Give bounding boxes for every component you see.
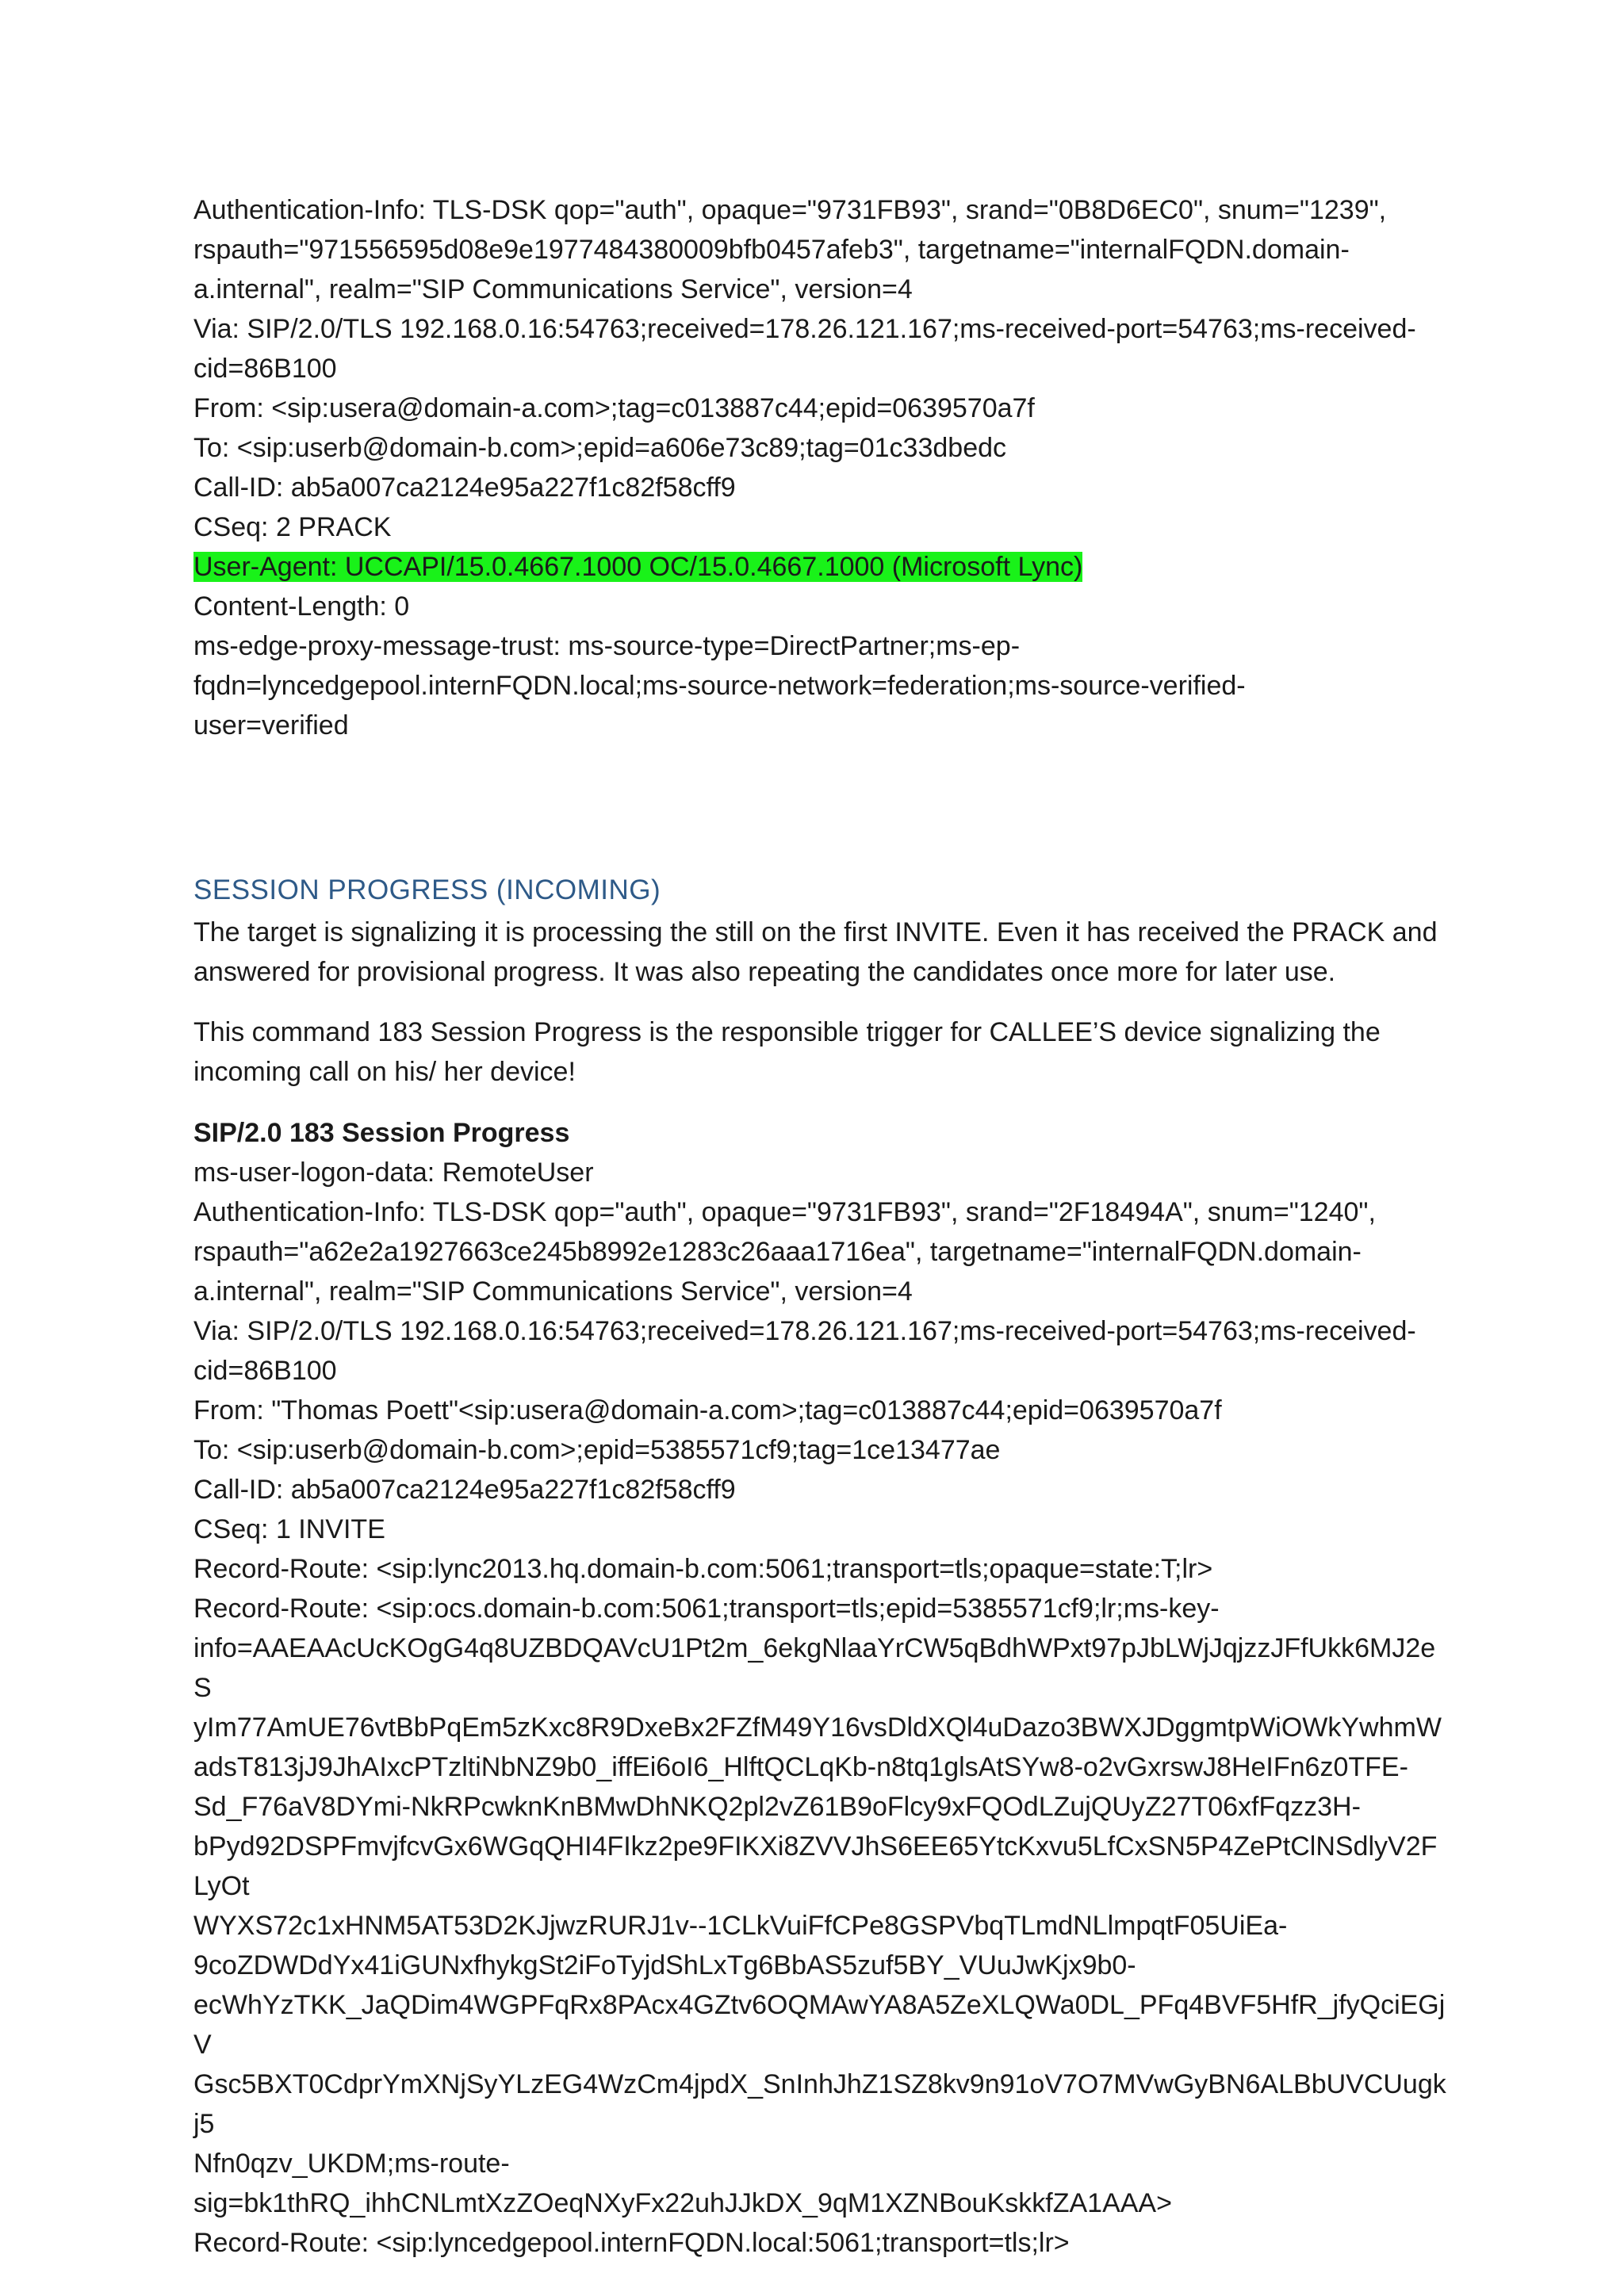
header-line: Authentication-Info: TLS-DSK qop="auth", opaque="9731FB93", srand="2F18494A", snum="1240", (193, 1197, 1376, 1227)
header-line: WYXS72c1xHNM5AT53D2KJjwzRURJ1v--1CLkVuiFfCPe8GSPVbqTLmdNLlmpqtF05UiEa- (193, 1911, 1288, 1941)
header-line: CSeq: 2 PRACK (193, 512, 392, 542)
header-line: a.internal", realm="SIP Communications Service", version=4 (193, 1276, 913, 1307)
header-line: From: <sip:usera@domain-a.com>;tag=c013887c44;epid=0639570a7f (193, 393, 1035, 423)
header-line: Sd_F76aV8DYmi-NkRPcwknKnBMwDhNKQ2pl2vZ61B9oFlcy9xFQOdLZujQUyZ27T06xfFqzz3H- (193, 1792, 1361, 1822)
header-line: To: <sip:userb@domain-b.com>;epid=a606e73c89;tag=01c33dbedc (193, 433, 1007, 463)
paragraph: The target is signalizing it is processing the still on the first INVITE. Even it has received the PRACK and answered for provisional progress. It was also repeating the candidates once more for later use. (193, 917, 1438, 987)
header-line: Via: SIP/2.0/TLS 192.168.0.16:54763;received=178.26.121.167;ms-received-port=54763;ms-received- (193, 314, 1416, 344)
header-line: fqdn=lyncedgepool.internFQDN.local;ms-source-network=federation;ms-source-verified- (193, 671, 1246, 701)
header-line: ms-edge-proxy-message-trust: ms-source-type=DirectPartner;ms-ep- (193, 631, 1021, 661)
header-line: Nfn0qzv_UKDM;ms-route- (193, 2149, 510, 2179)
header-line: user=verified (193, 710, 349, 740)
header-line: rspauth="971556595d08e9e1977484380009bfb0457afeb3", targetname="internalFQDN.domain- (193, 235, 1350, 265)
header-line: Via: SIP/2.0/TLS 192.168.0.16:54763;received=178.26.121.167;ms-received-port=54763;ms-received- (193, 1316, 1416, 1346)
header-line: To: <sip:userb@domain-b.com>;epid=5385571cf9;tag=1ce13477ae (193, 1435, 1001, 1465)
header-line: CSeq: 1 INVITE (193, 1514, 385, 1544)
paragraph: This command 183 Session Progress is the responsible trigger for CALLEE’S device signalizing the incoming call on his/ her device! (193, 1017, 1381, 1087)
header-line: sig=bk1thRQ_ihhCNLmtXzZOeqNXyFx22uhJJkDX_9qM1XZNBouKskkfZA1AAA> (193, 2188, 1172, 2218)
header-line: ms-user-logon-data: RemoteUser (193, 1158, 594, 1188)
header-line: Call-ID: ab5a007ca2124e95a227f1c82f58cff9 (193, 1475, 736, 1505)
header-line: adsT813jJ9JhAIxcPTzltiNbNZ9b0_iffEi6oI6_HlftQCLqKb-n8tq1glsAtSYw8-o2vGxrswJ8HeIFn6z0TFE- (193, 1752, 1408, 1782)
header-line: cid=86B100 (193, 1356, 337, 1386)
header-line: cid=86B100 (193, 354, 337, 384)
header-line: Record-Route: <sip:lync2013.hq.domain-b.com:5061;transport=tls;opaque=state:T;lr> (193, 1554, 1213, 1584)
sip-message-block-2 (193, 1113, 1446, 2263)
header-line: 9coZDWDdYx41iGUNxfhykgSt2iFoTyjdShLxTg6BbAS5zuf5BY_VUuJwKjx9b0- (193, 1950, 1136, 1980)
header-line: Record-Route: <sip:ocs.domain-b.com:5061;transport=tls;epid=5385571cf9;lr;ms-key- (193, 1594, 1220, 1624)
sip-message-block-1 (193, 190, 1446, 745)
highlighted-user-agent: User-Agent: UCCAPI/15.0.4667.1000 OC/15.0.4667.1000 (Microsoft Lync) (193, 552, 1083, 582)
user-agent-line (193, 547, 1446, 587)
section-description (193, 913, 1446, 1112)
header-line: Call-ID: ab5a007ca2124e95a227f1c82f58cff9 (193, 473, 736, 503)
header-line: From: "Thomas Poett"<sip:usera@domain-a.com>;tag=c013887c44;epid=0639570a7f (193, 1395, 1222, 1425)
header-line: ecWhYzTKK_JaQDim4WGPFqRx8PAcx4GZtv6OQMAwYA8A5ZeXLQWa0DL_PFq4BVF5HfR_jfyQciEGjV (193, 1990, 1446, 2060)
header-line: Authentication-Info: TLS-DSK qop="auth", opaque="9731FB93", srand="0B8D6EC0", snum="1239", (193, 195, 1387, 225)
header-line: yIm77AmUE76vtBbPqEm5zKxc8R9DxeBx2FZfM49Y16vsDldXQl4uDazo3BWXJDggmtpWiOWkYwhmW (193, 1712, 1442, 1743)
message-title: SIP/2.0 183 Session Progress (193, 1118, 570, 1148)
header-line: Content-Length: 0 (193, 591, 410, 622)
header-line: Gsc5BXT0CdprYmXNjSyYLzEG4WzCm4jpdX_SnInhJhZ1SZ8kv9n91oV7O7MVwGyBN6ALBbUVCUugkj5 (193, 2069, 1446, 2139)
header-line: Record-Route: <sip:lyncedgepool.internFQDN.local:5061;transport=tls;lr> (193, 2228, 1070, 2258)
section-heading: SESSION PROGRESS (INCOMING) (193, 874, 661, 905)
header-line: info=AAEAAcUcKOgG4q8UZBDQAVcU1Pt2m_6ekgNlaaYrCW5qBdhWPxt97pJbLWjJqjzzJFfUkk6MJ2eS (193, 1633, 1436, 1703)
header-line: rspauth="a62e2a1927663ce245b8992e1283c26aaa1716ea", targetname="internalFQDN.domain- (193, 1237, 1362, 1267)
header-line: bPyd92DSPFmvjfcvGx6WGqQHI4FIkz2pe9FIKXi8ZVVJhS6EE65YtcKxvu5LfCxSN5P4ZePtClNSdlyV2FLyOt (193, 1831, 1438, 1901)
header-line: a.internal", realm="SIP Communications Service", version=4 (193, 274, 913, 304)
